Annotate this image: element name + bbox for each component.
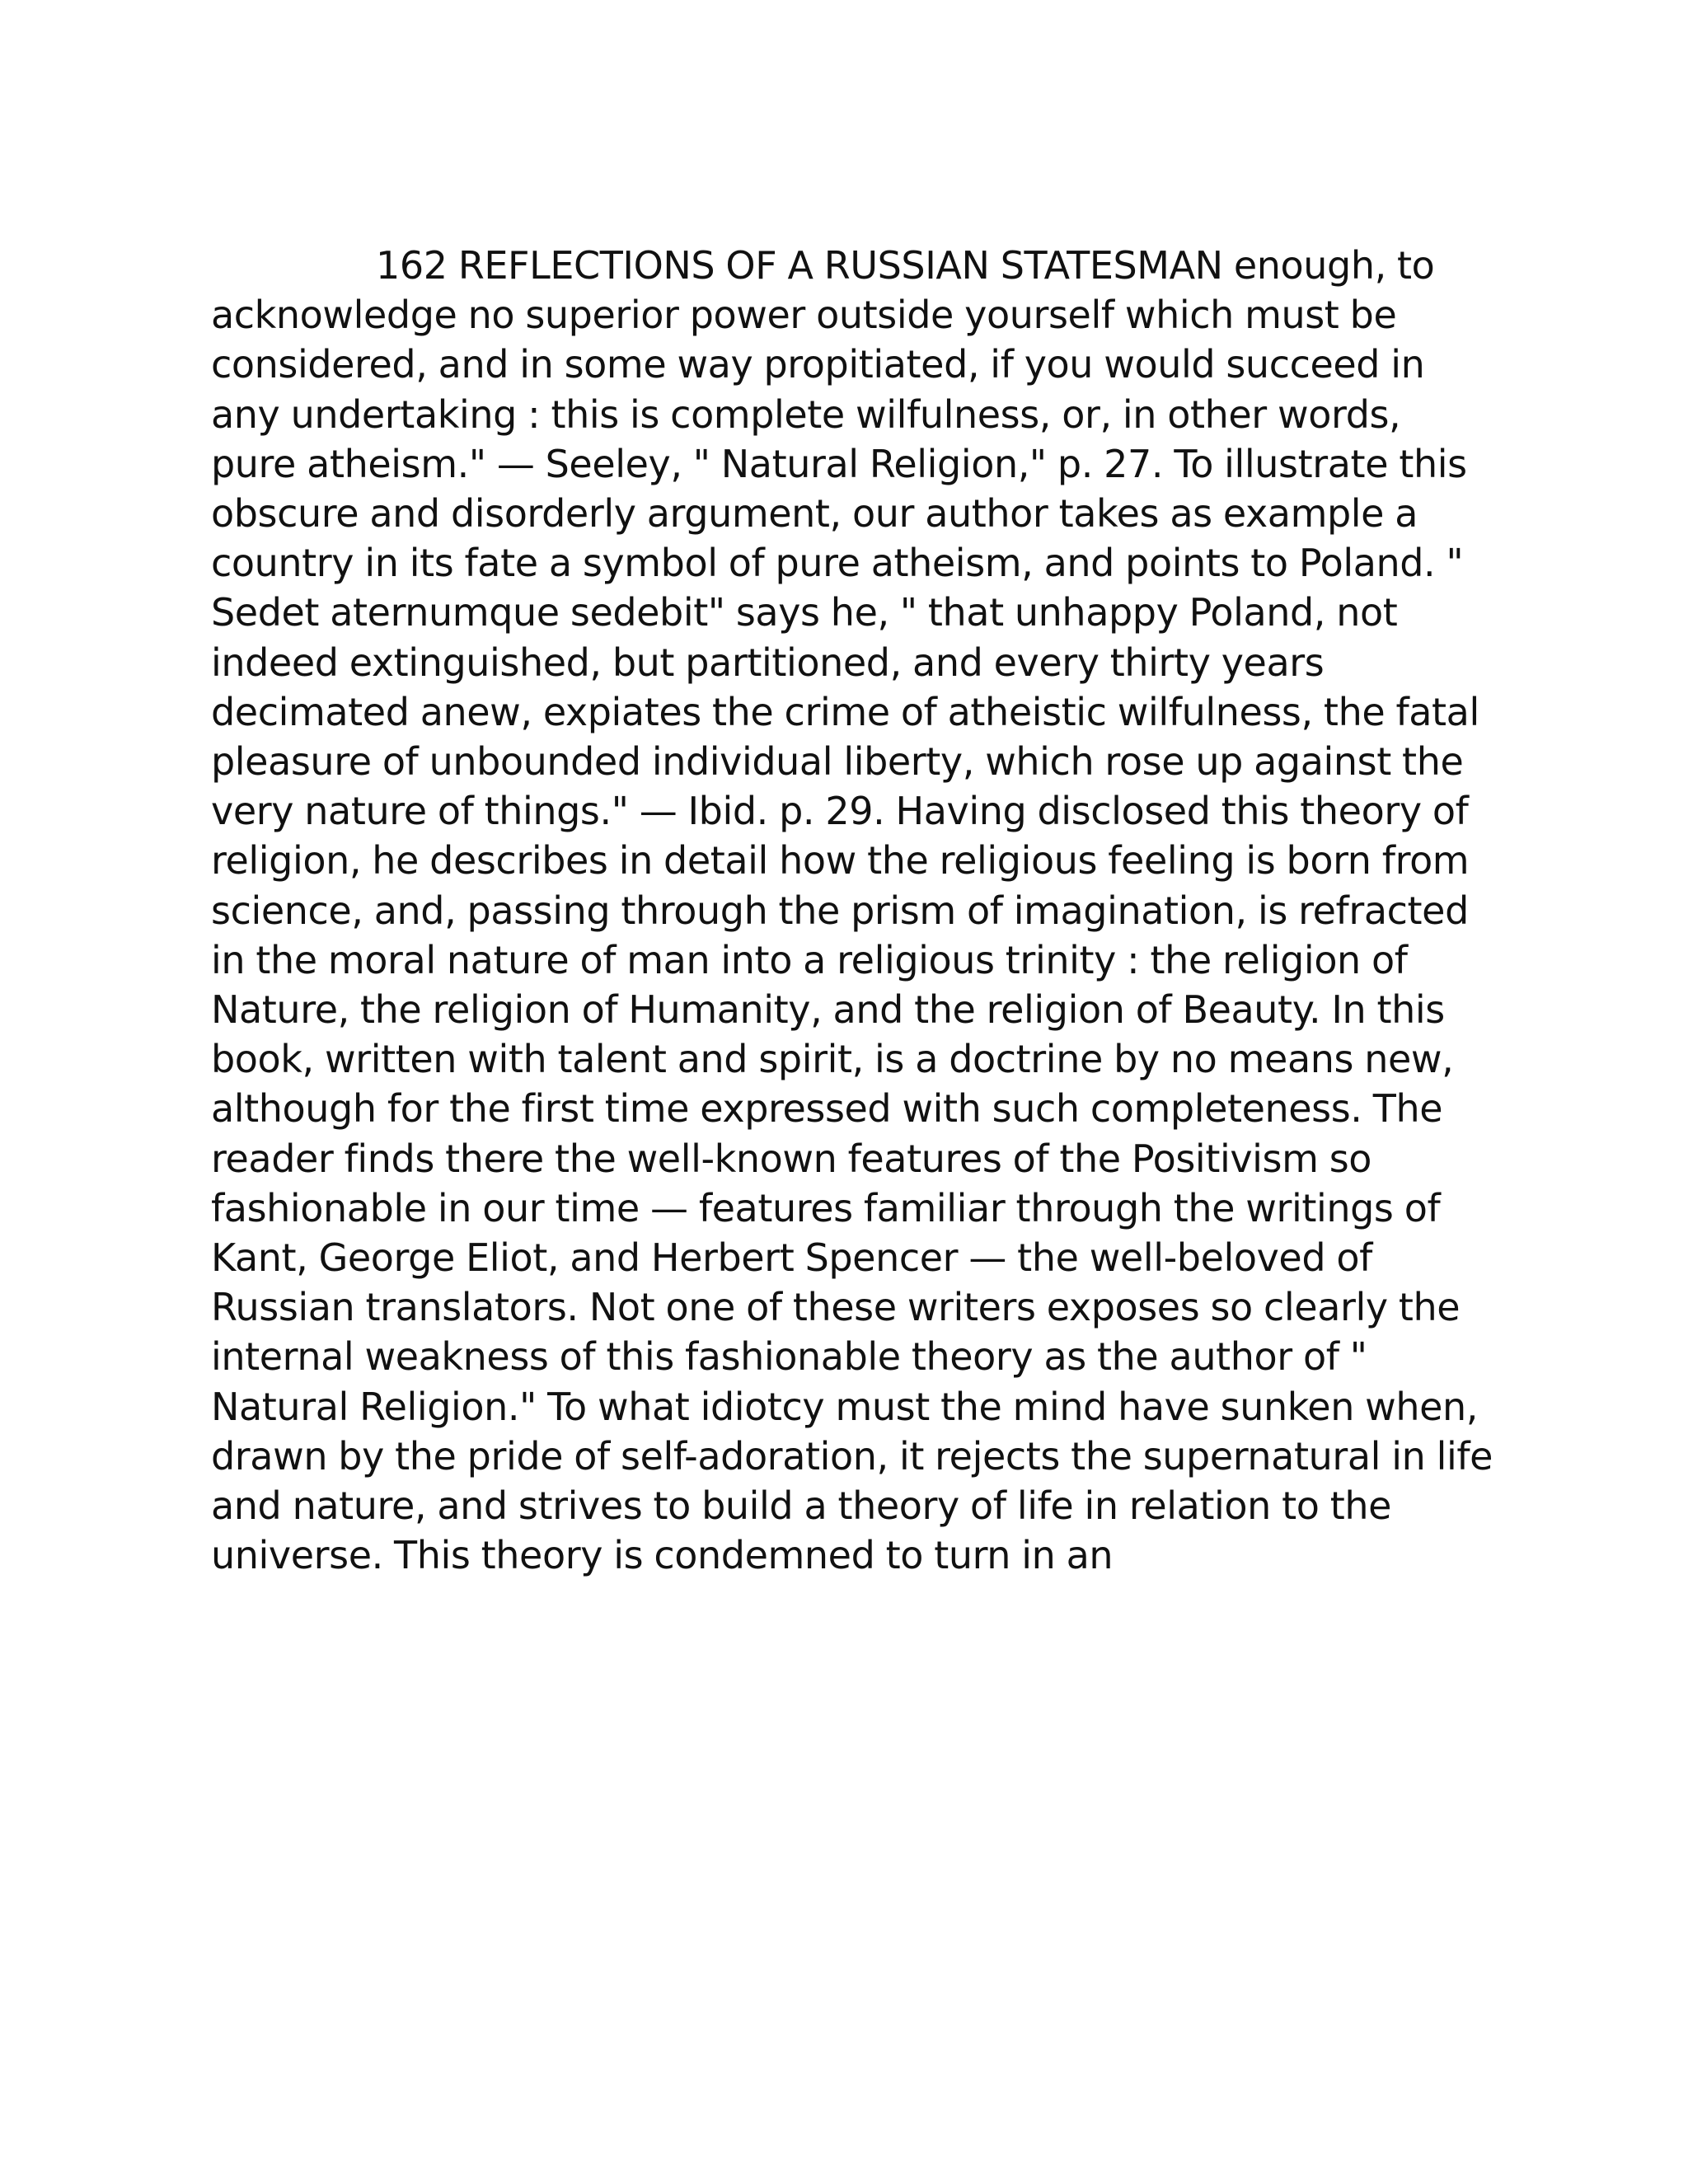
- text-line-12: very nature of things." — Ibid. p. 29. Having disclosed this theory of: [211, 789, 1469, 834]
- text-line-21: Kant, George Eliot, and Herbert Spencer — the well-beloved of: [211, 1235, 1372, 1281]
- body-paragraph: [211, 241, 1497, 1580]
- text-line-6: obscure and disorderly argument, our author takes as example a: [211, 491, 1418, 537]
- text-line-10: decimated anew, expiates the crime of atheistic wilfulness, the fatal: [211, 689, 1479, 734]
- text-line-14: science, and, passing through the prism of imagination, is refracted: [211, 888, 1469, 933]
- text-line-26: and nature, and strives to build a theory of life in relation to the: [211, 1483, 1392, 1529]
- text-line-7: country in its fate a symbol of pure atheism, and points to Poland. ": [211, 541, 1464, 586]
- text-line-2: acknowledge no superior power outside yourself which must be: [211, 293, 1397, 338]
- text-line-11: pleasure of unbounded individual liberty, which rose up against the: [211, 739, 1464, 785]
- text-line-22: Russian translators. Not one of these writers exposes so clearly the: [211, 1285, 1461, 1330]
- text-line-18: although for the first time expressed with such completeness. The: [211, 1086, 1443, 1132]
- text-line-25: drawn by the pride of self-adoration, it rejects the supernatural in life: [211, 1433, 1493, 1479]
- text-line-19: reader finds there the well-known features of the Positivism so: [211, 1136, 1372, 1181]
- text-line-27: universe. This theory is condemned to turn in an: [211, 1533, 1114, 1578]
- text-line-9: indeed extinguished, but partitioned, and every thirty years: [211, 640, 1325, 685]
- text-line-17: book, written with talent and spirit, is a doctrine by no means new,: [211, 1037, 1454, 1082]
- text-line-4: any undertaking : this is complete wilfulness, or, in other words,: [211, 391, 1401, 437]
- text-line-20: fashionable in our time — features familiar through the writings of: [211, 1185, 1441, 1230]
- text-line-16: Nature, the religion of Humanity, and the religion of Beauty. In this: [211, 987, 1445, 1033]
- text-line-15: in the moral nature of man into a religious trinity : the religion of: [211, 937, 1408, 982]
- text-line-13: religion, he describes in detail how the religious feeling is born from: [211, 838, 1470, 883]
- text-line-24: Natural Religion." To what idiotcy must the mind have sunken when,: [211, 1384, 1479, 1429]
- text-line-5: pure atheism." — Seeley, " Natural Religion," p. 27. To illustrate this: [211, 441, 1467, 486]
- text-line-8: Sedet aternumque sedebit" says he, " that unhappy Poland, not: [211, 590, 1398, 635]
- text-line-23: internal weakness of this fashionable theory as the author of ": [211, 1334, 1367, 1380]
- text-line-1: 162 REFLECTIONS OF A RUSSIAN STATESMAN enough, to: [376, 243, 1435, 288]
- text-line-3: considered, and in some way propitiated, if you would succeed in: [211, 342, 1425, 387]
